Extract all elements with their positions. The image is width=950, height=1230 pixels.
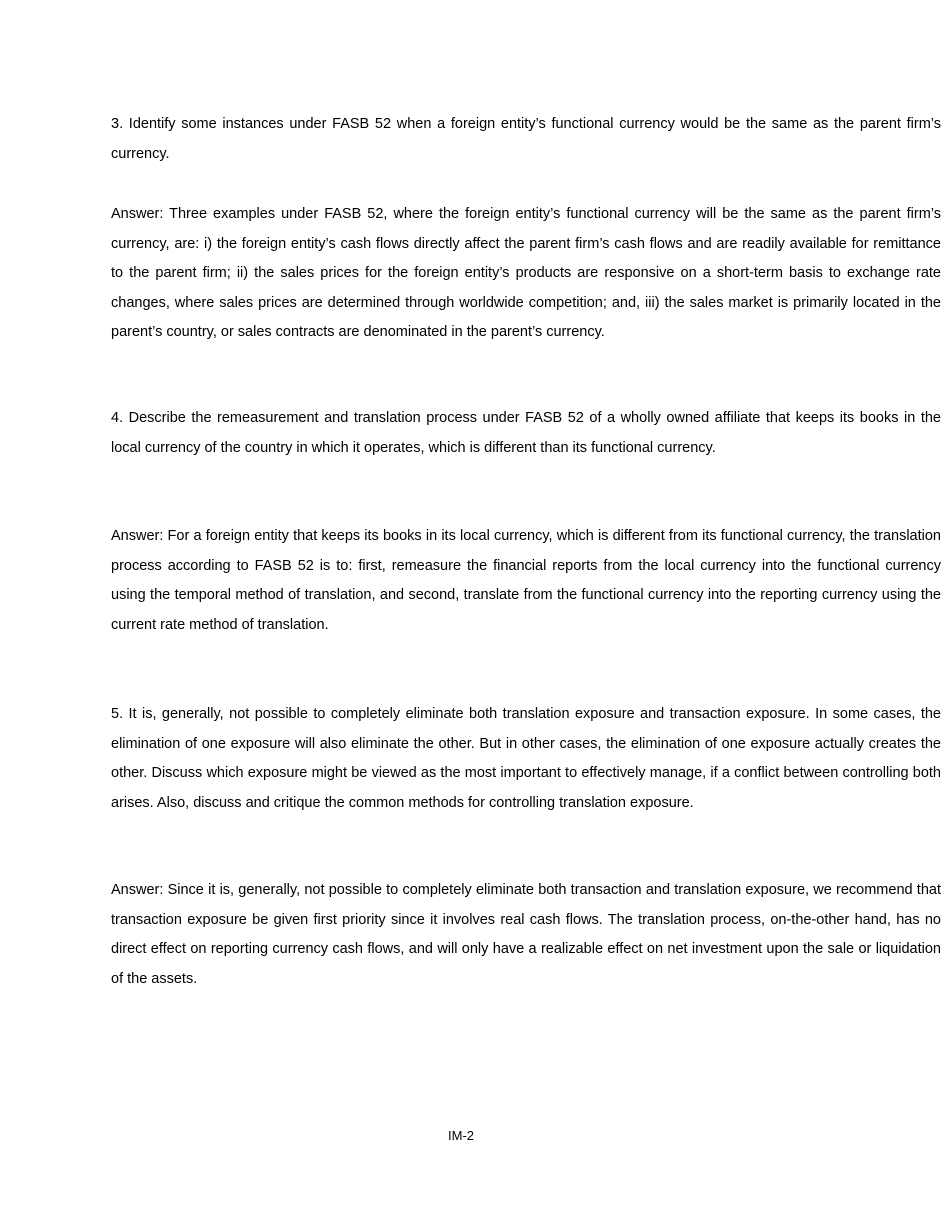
question-5-text: 5. It is, generally, not possible to completely eliminate both translation exposure and transaction exposure. In some cases, the elimination of one exposure will also eliminate the other. But in other cases, the elimination of one exposure actually creates the other. Discuss which exposure might be viewed as the most important to effectively manage, if a conflict between controlling both arises. Also, discuss and critique the common methods for controlling translation exposure. — [111, 706, 941, 811]
question-4-text: 4. Describe the remeasurement and translation process under FASB 52 of a wholly owned affiliate that keeps its books in the local currency of the country in which it operates, which is different than its functional currency. — [111, 410, 941, 456]
answer-3-text: Answer: Three examples under FASB 52, where the foreign entity’s functional currency will be the same as the parent firm’s currency, are: i) the foreign entity’s cash flows directly affect the parent firm’s cash flows and are readily available for remittance to the parent firm; ii) the sales prices for the foreign entity’s products are responsive on a short-term basis to exchange rate changes, where sales prices are determined through worldwide competition; and, iii) the sales market is primarily located in the parent’s country, or sales contracts are denominated in the parent’s currency. — [111, 206, 941, 340]
answer-4-text: Answer: For a foreign entity that keeps its books in its local currency, which is different from its functional currency, the translation process according to FASB 52 is to: first, remeasure the financial reports from the local currency into the functional currency using the temporal method of translation, and second, translate from the functional currency into the reporting currency using the current rate method of translation. — [111, 528, 941, 633]
page-number: IM-2 — [448, 1128, 474, 1143]
question-3-text: 3. Identify some instances under FASB 52 when a foreign entity’s functional currency would be the same as the parent firm’s currency. — [111, 116, 941, 162]
answer-5-text: Answer: Since it is, generally, not possible to completely eliminate both transaction and translation exposure, we recommend that transaction exposure be given first priority since it involves real cash flows. The translation process, on-the-other hand, has no direct effect on reporting currency cash flows, and will only have a realizable effect on net investment upon the sale or liquidation of the assets. — [111, 882, 941, 987]
